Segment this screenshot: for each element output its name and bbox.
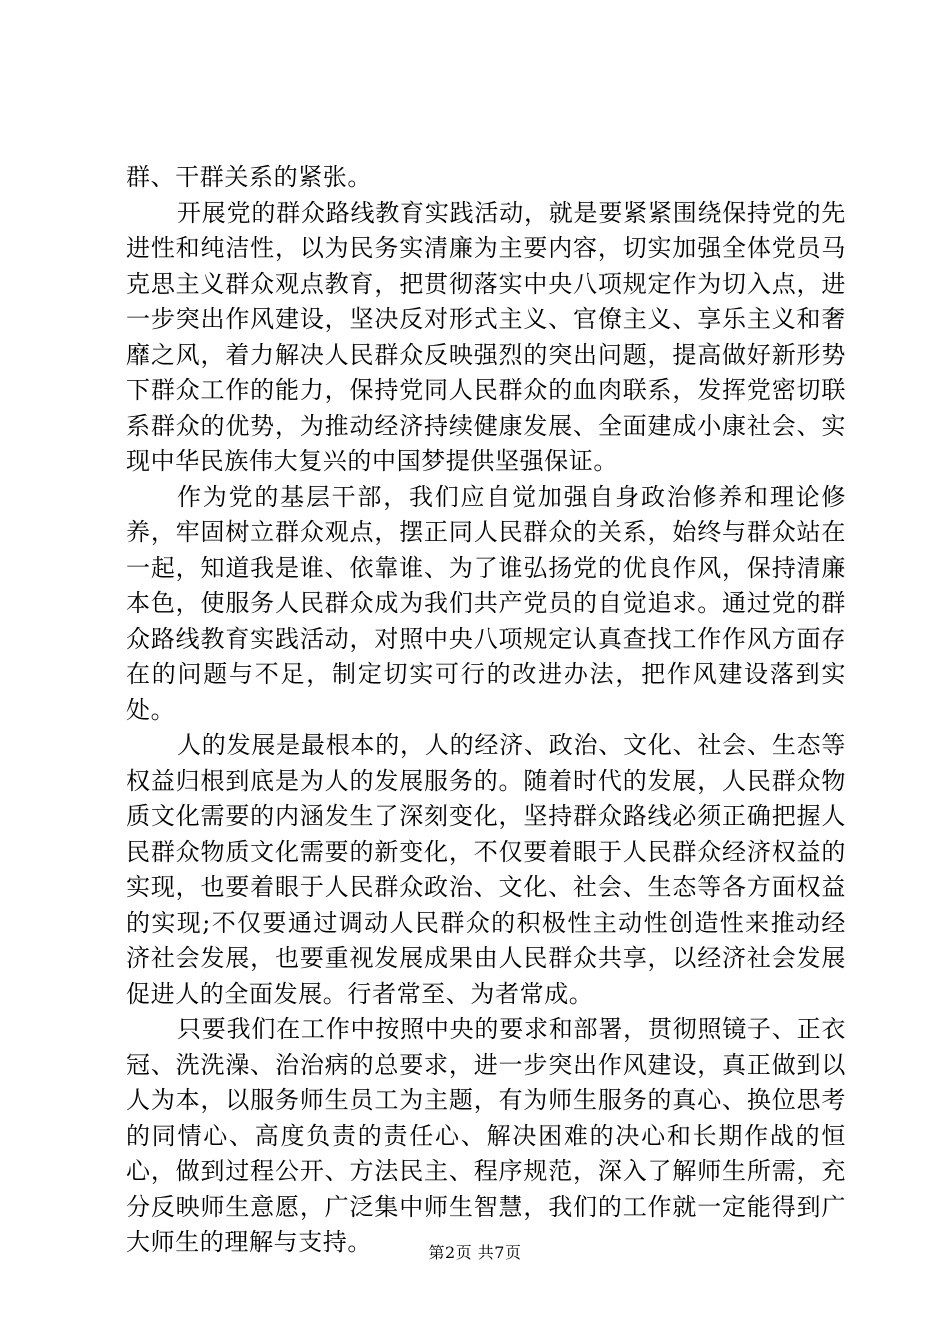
paragraph-5: 只要我们在工作中按照中央的要求和部署，贯彻照镜子、正衣冠、洗洗澡、治治病的总要求，进一步突出作风建设，真正做到以人为本，以服务师生员工为主题，有为师生服务的真心、换位思考的同情心、高度负责的责任心、解决困难的决心和长期作战的恒心，做到过程公开、方法民主、程序规范，深入了解师生所需，充分反映师生意愿，广泛集中师生智慧，我们的工作就一定能得到广大师生的理解与支持。 bbox=[126, 1015, 846, 1256]
paragraph-4: 人的发展是最根本的，人的经济、政治、文化、社会、生态等权益归根到底是为人的发展服务的。随着时代的发展，人民群众物质文化需要的内涵发生了深刻变化，坚持群众路线必须正确把握人民群众物质文化需要的新变化，不仅要着眼于人民群众经济权益的实现，也要着眼于人民群众政治、文化、社会、生态等各方面权益的实现;不仅要通过调动人民群众的积极性主动性创造性来推动经济社会发展，也要重视发展成果由人民群众共享，以经济社会发展促进人的全面发展。行者常至、为者常成。 bbox=[126, 731, 846, 1008]
paragraph-3: 作为党的基层干部，我们应自觉加强自身政治修养和理论修养，牢固树立群众观点，摆正同人民群众的关系，始终与群众站在一起，知道我是谁、依靠谁、为了谁弘扬党的优良作风，保持清廉本色，使服务人民群众成为我们共产党员的自觉追求。通过党的群众路线教育实践活动，对照中央八项规定认真查找工作作风方面存在的问题与不足，制定切实可行的改进办法，把作风建设落到实处。 bbox=[126, 482, 846, 724]
page-number-footer: 第2页 共7页 bbox=[428, 1243, 522, 1262]
paragraph-1: 群、干群关系的紧张。 bbox=[126, 163, 372, 191]
document-body bbox=[126, 160, 846, 1261]
paragraph-2: 开展党的群众路线教育实践活动，就是要紧紧围绕保持党的先进性和纯洁性，以为民务实清廉为主要内容，切实加强全体党员马克思主义群众观点教育，把贯彻落实中央八项规定作为切入点，进一步突出作风建设，坚决反对形式主义、官僚主义、享乐主义和奢靡之风，着力解决人民群众反映强烈的突出问题，提高做好新形势下群众工作的能力，保持党同人民群众的血肉联系，发挥党密切联系群众的优势，为推动经济持续健康发展、全面建成小康社会、实现中华民族伟大复兴的中国梦提供坚强保证。 bbox=[126, 198, 846, 475]
